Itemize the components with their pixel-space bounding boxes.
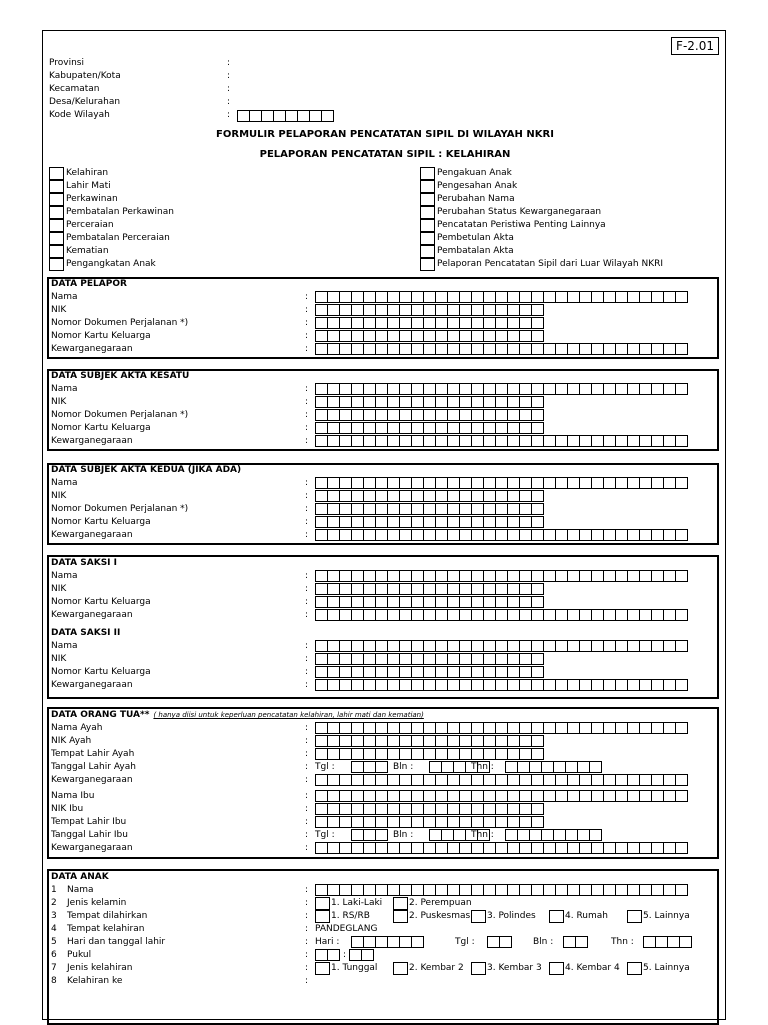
field-colon: :: [305, 804, 309, 814]
field-input-grid[interactable]: [315, 330, 543, 342]
char-box[interactable]: [675, 842, 688, 854]
field-colon: :: [305, 843, 309, 853]
event-checkbox[interactable]: [49, 193, 64, 206]
jk-checkbox[interactable]: [315, 897, 330, 910]
field-label: Nama Ayah: [51, 723, 103, 733]
event-checkbox[interactable]: [49, 167, 64, 180]
row-number: 3: [51, 911, 57, 921]
section-note: ( hanya diisi untuk keperluan pencatatan kelahiran, lahir mati dan kematian): [153, 711, 424, 719]
field-input-grid[interactable]: [315, 842, 687, 854]
header-colon: :: [227, 84, 231, 94]
event-label: Perubahan Status Kewarganegaraan: [437, 207, 602, 217]
field-colon: :: [305, 736, 309, 746]
tempat-checkbox[interactable]: [315, 910, 330, 923]
field-label: Nomor Kartu Keluarga: [51, 667, 151, 677]
field-label: Jenis kelahiran: [67, 963, 133, 973]
field-label: Pukul: [67, 950, 92, 960]
char-box[interactable]: [675, 640, 688, 652]
field-label: Kelahiran ke: [67, 976, 123, 986]
jenis-checkbox[interactable]: [393, 962, 408, 975]
event-checkbox[interactable]: [420, 167, 435, 180]
event-checkbox[interactable]: [420, 206, 435, 219]
char-box[interactable]: [531, 396, 544, 408]
jenis-option: 5. Lainnya: [643, 963, 690, 973]
field-input-grid[interactable]: [315, 291, 687, 303]
field-input-grid[interactable]: [315, 735, 543, 747]
field-colon: :: [305, 937, 309, 947]
field-colon: :: [305, 950, 309, 960]
field-colon: :: [305, 517, 309, 527]
section-pelapor: [47, 277, 719, 359]
char-box[interactable]: [675, 679, 688, 691]
char-box[interactable]: [675, 291, 688, 303]
field-label: Nomor Dokumen Perjalanan *): [51, 318, 189, 328]
field-colon: :: [305, 292, 309, 302]
char-box[interactable]: [531, 490, 544, 502]
field-input-grid[interactable]: [315, 609, 687, 621]
row-number: 8: [51, 976, 57, 986]
field-label: Nomor Kartu Keluarga: [51, 517, 151, 527]
tempat-checkbox[interactable]: [549, 910, 564, 923]
field-label: Tempat Lahir Ayah: [51, 749, 135, 759]
field-label: Nomor Dokumen Perjalanan *): [51, 410, 189, 420]
section-orang-tua: [47, 707, 719, 859]
event-checkbox[interactable]: [420, 232, 435, 245]
char-box[interactable]: [531, 422, 544, 434]
field-colon: :: [305, 749, 309, 759]
field-colon: :: [305, 305, 309, 315]
event-label: Perkawinan: [66, 194, 118, 204]
field-input-grid[interactable]: [315, 435, 687, 447]
header-colon: :: [227, 110, 231, 120]
field-label: Nama: [51, 292, 78, 302]
char-box[interactable]: [675, 529, 688, 541]
event-checkbox[interactable]: [49, 219, 64, 232]
char-box[interactable]: [327, 949, 340, 961]
jenis-option: 3. Kembar 3: [487, 963, 542, 973]
field-input-grid[interactable]: [315, 343, 687, 355]
field-colon: :: [305, 924, 309, 934]
field-colon: :: [305, 344, 309, 354]
char-box[interactable]: [531, 317, 544, 329]
field-input-grid[interactable]: [315, 722, 687, 734]
char-box[interactable]: [675, 570, 688, 582]
event-label: Pencatatan Peristiwa Penting Lainnya: [437, 220, 606, 230]
pukul-colon: :: [343, 950, 347, 960]
header-label: Kode Wilayah: [49, 110, 110, 120]
field-label: Nomor Kartu Keluarga: [51, 331, 151, 341]
event-label: Lahir Mati: [66, 181, 111, 191]
jam-grid[interactable]: [315, 949, 339, 961]
char-box[interactable]: [531, 583, 544, 595]
header-label: Kecamatan: [49, 84, 100, 94]
event-label: Pengesahan Anak: [437, 181, 518, 191]
tempat-option: 3. Polindes: [487, 911, 536, 921]
row-number: 6: [51, 950, 57, 960]
nama-anak-grid[interactable]: [315, 884, 687, 896]
event-label: Pengakuan Anak: [437, 168, 512, 178]
event-checkbox[interactable]: [49, 180, 64, 193]
field-colon: :: [305, 423, 309, 433]
jk-option: 2. Perempuan: [409, 898, 472, 908]
char-box[interactable]: [531, 748, 544, 760]
row-number: 5: [51, 937, 57, 947]
field-label: Kewarganegaraan: [51, 775, 133, 785]
section-title: DATA PELAPOR: [51, 279, 127, 289]
field-input-grid[interactable]: [315, 383, 687, 395]
event-label: Kelahiran: [66, 168, 109, 178]
char-box[interactable]: [531, 816, 544, 828]
field-colon: :: [305, 723, 309, 733]
field-colon: :: [305, 478, 309, 488]
field-colon: :: [305, 571, 309, 581]
field-colon: :: [305, 976, 309, 986]
tempat-option: 5. Lainnya: [643, 911, 690, 921]
section-title: DATA SUBJEK AKTA KEDUA (JIKA ADA): [51, 465, 242, 475]
section-title-text: DATA ORANG TUA**: [51, 710, 150, 720]
field-label: Nama: [51, 478, 78, 488]
field-colon: :: [305, 791, 309, 801]
field-label: Kewarganegaraan: [51, 344, 133, 354]
field-input-grid[interactable]: [315, 653, 543, 665]
char-box[interactable]: [531, 304, 544, 316]
field-colon: :: [305, 610, 309, 620]
field-input-grid[interactable]: [315, 304, 543, 316]
char-box[interactable]: [675, 774, 688, 786]
field-colon: :: [305, 331, 309, 341]
field-label: Tempat kelahiran: [67, 924, 145, 934]
field-colon: :: [305, 830, 309, 840]
field-label: Tanggal Lahir Ibu: [51, 830, 128, 840]
char-box[interactable]: [589, 761, 602, 773]
tempat-option: 2. Puskesmas: [409, 911, 471, 921]
field-input-grid[interactable]: [315, 516, 543, 528]
field-colon: :: [305, 654, 309, 664]
jenis-option: 2. Kembar 2: [409, 963, 464, 973]
tempat-checkbox[interactable]: [393, 910, 408, 923]
event-label: Pembatalan Perceraian: [66, 233, 170, 243]
field-colon: :: [305, 318, 309, 328]
header-label: Desa/Kelurahan: [49, 97, 121, 107]
field-label: NIK: [51, 397, 67, 407]
field-colon: :: [305, 597, 309, 607]
field-label: NIK Ayah: [51, 736, 92, 746]
char-box[interactable]: [531, 330, 544, 342]
tgl-label: Tgl :: [315, 830, 335, 840]
tgl-grid[interactable]: [351, 829, 387, 841]
thn-grid[interactable]: [505, 829, 601, 841]
bln-label: Bln :: [393, 830, 414, 840]
tempat-kelahiran-value: PANDEGLANG: [315, 924, 378, 934]
field-colon: :: [305, 504, 309, 514]
field-colon: :: [305, 397, 309, 407]
event-label: Pengangkatan Anak: [66, 259, 156, 269]
field-label: Kewarganegaraan: [51, 436, 133, 446]
char-box[interactable]: [375, 761, 388, 773]
field-input-grid[interactable]: [315, 816, 543, 828]
field-label: Tempat dilahirkan: [67, 911, 148, 921]
tgl-grid[interactable]: [487, 936, 511, 948]
tgl-grid[interactable]: [351, 761, 387, 773]
event-label: Pelaporan Pencatatan Sipil dari Luar Wilayah NKRI: [437, 259, 664, 269]
field-colon: :: [305, 584, 309, 594]
field-label: NIK: [51, 491, 67, 501]
char-box[interactable]: [675, 722, 688, 734]
section-title: [51, 710, 424, 721]
field-colon: :: [305, 885, 309, 895]
field-input-grid[interactable]: [315, 503, 543, 515]
tgl-label: Tgl :: [455, 937, 475, 947]
form-title: FORMULIR PELAPORAN PENCATATAN SIPIL DI WILAYAH NKRI: [216, 129, 554, 140]
field-label: Nama Ibu: [51, 791, 95, 801]
char-box[interactable]: [531, 516, 544, 528]
char-box[interactable]: [361, 949, 374, 961]
field-input-grid[interactable]: [315, 317, 543, 329]
field-label: Nama: [51, 384, 78, 394]
field-colon: :: [305, 775, 309, 785]
bln-grid[interactable]: [563, 936, 587, 948]
field-input-grid[interactable]: [315, 640, 687, 652]
field-label: Nomor Kartu Keluarga: [51, 597, 151, 607]
field-label: Nama: [51, 641, 78, 651]
header-label: Provinsi: [49, 58, 84, 68]
field-label: Kewarganegaraan: [51, 843, 133, 853]
char-box[interactable]: [675, 435, 688, 447]
char-box[interactable]: [531, 735, 544, 747]
field-colon: :: [305, 530, 309, 540]
char-box[interactable]: [411, 936, 424, 948]
field-input-grid[interactable]: [315, 409, 543, 421]
field-colon: :: [305, 911, 309, 921]
jk-option: 1. Laki-Laki: [331, 898, 383, 908]
char-box[interactable]: [675, 884, 688, 896]
field-colon: :: [305, 384, 309, 394]
thn-label: Thn :: [611, 937, 634, 947]
field-colon: :: [305, 410, 309, 420]
row-number: 7: [51, 963, 57, 973]
char-box[interactable]: [679, 936, 692, 948]
header-colon: :: [227, 71, 231, 81]
char-box[interactable]: [531, 503, 544, 515]
event-checkbox[interactable]: [420, 245, 435, 258]
field-input-grid[interactable]: [315, 529, 687, 541]
field-label: Nomor Kartu Keluarga: [51, 423, 151, 433]
char-box[interactable]: [675, 343, 688, 355]
jenis-checkbox[interactable]: [315, 962, 330, 975]
event-checkbox[interactable]: [49, 232, 64, 245]
field-input-grid[interactable]: [315, 803, 543, 815]
field-input-grid[interactable]: [315, 679, 687, 691]
jenis-option: 1. Tunggal: [331, 963, 378, 973]
hari-label: Hari :: [315, 937, 340, 947]
row-number: 2: [51, 898, 57, 908]
event-checkbox[interactable]: [49, 258, 64, 271]
field-label: NIK Ibu: [51, 804, 84, 814]
field-label: Kewarganegaraan: [51, 680, 133, 690]
field-input-grid[interactable]: [315, 774, 687, 786]
field-input-grid[interactable]: [315, 490, 543, 502]
field-label: Nomor Dokumen Perjalanan *): [51, 504, 189, 514]
event-label: Pembatalan Akta: [437, 246, 514, 256]
char-box[interactable]: [499, 936, 512, 948]
field-input-grid[interactable]: [315, 596, 543, 608]
event-checkbox[interactable]: [49, 206, 64, 219]
form-page: [42, 30, 726, 1020]
field-label: Nama: [67, 885, 94, 895]
hari-grid[interactable]: [351, 936, 423, 948]
event-label: Perceraian: [66, 220, 114, 230]
header-label: Kabupaten/Kota: [49, 71, 121, 81]
field-label: Kewarganegaraan: [51, 610, 133, 620]
field-input-grid[interactable]: [315, 748, 543, 760]
section-subjek2: [47, 463, 719, 545]
char-box[interactable]: [675, 477, 688, 489]
section-subjek1: [47, 369, 719, 451]
event-label: Perubahan Nama: [437, 194, 515, 204]
char-box[interactable]: [321, 110, 334, 122]
event-label: Pembetulan Akta: [437, 233, 514, 243]
field-label: Kewarganegaraan: [51, 530, 133, 540]
field-colon: :: [305, 963, 309, 973]
bln-label: Bln :: [533, 937, 554, 947]
field-input-grid[interactable]: [315, 396, 543, 408]
header-colon: :: [227, 58, 231, 68]
field-colon: :: [305, 680, 309, 690]
field-colon: :: [305, 667, 309, 677]
char-box[interactable]: [675, 383, 688, 395]
jenis-checkbox[interactable]: [549, 962, 564, 975]
event-label: Kematian: [66, 246, 109, 256]
field-colon: :: [305, 641, 309, 651]
field-colon: :: [305, 436, 309, 446]
tempat-option: 1. RS/RB: [331, 911, 370, 921]
section-title: DATA SAKSI II: [51, 628, 121, 638]
jenis-option: 4. Kembar 4: [565, 963, 620, 973]
char-box[interactable]: [675, 790, 688, 802]
char-box[interactable]: [575, 936, 588, 948]
header-colon: :: [227, 97, 231, 107]
kode-wilayah-grid[interactable]: [237, 110, 333, 122]
jenis-checkbox[interactable]: [471, 962, 486, 975]
jenis-checkbox[interactable]: [627, 962, 642, 975]
section-title: DATA ANAK: [51, 872, 109, 882]
field-input-grid[interactable]: [315, 790, 687, 802]
field-colon: :: [305, 762, 309, 772]
event-checkbox[interactable]: [420, 258, 435, 271]
thn-grid[interactable]: [643, 936, 691, 948]
char-box[interactable]: [375, 829, 388, 841]
thn-label: Thn :: [471, 830, 494, 840]
field-label: Tempat Lahir Ibu: [51, 817, 127, 827]
field-label: NIK: [51, 584, 67, 594]
section-saksi: [47, 555, 719, 699]
section-title: DATA SUBJEK AKTA KESATU: [51, 371, 190, 381]
char-box[interactable]: [675, 609, 688, 621]
field-input-grid[interactable]: [315, 477, 687, 489]
menit-grid[interactable]: [349, 949, 373, 961]
char-box[interactable]: [531, 596, 544, 608]
field-input-grid[interactable]: [315, 570, 687, 582]
field-input-grid[interactable]: [315, 422, 543, 434]
section-title: DATA SAKSI I: [51, 558, 118, 568]
field-label: NIK: [51, 654, 67, 664]
field-colon: :: [305, 491, 309, 501]
row-number: 4: [51, 924, 57, 934]
row-number: 1: [51, 885, 57, 895]
form-subtitle: PELAPORAN PENCATATAN SIPIL : KELAHIRAN: [259, 149, 511, 160]
event-checkbox[interactable]: [420, 193, 435, 206]
thn-label: Thn :: [471, 762, 494, 772]
thn-grid[interactable]: [505, 761, 601, 773]
event-checkbox[interactable]: [420, 180, 435, 193]
tempat-option: 4. Rumah: [565, 911, 608, 921]
event-checkbox[interactable]: [420, 219, 435, 232]
field-colon: :: [305, 817, 309, 827]
tgl-label: Tgl :: [315, 762, 335, 772]
form-code: F-2.01: [671, 37, 719, 55]
char-box[interactable]: [589, 829, 602, 841]
char-box[interactable]: [531, 803, 544, 815]
char-box[interactable]: [531, 666, 544, 678]
field-input-grid[interactable]: [315, 666, 543, 678]
field-label: Hari dan tanggal lahir: [67, 937, 166, 947]
field-colon: :: [305, 898, 309, 908]
event-label: Pembatalan Perkawinan: [66, 207, 174, 217]
field-label: Jenis kelamin: [67, 898, 127, 908]
field-input-grid[interactable]: [315, 583, 543, 595]
jk-checkbox[interactable]: [393, 897, 408, 910]
char-box[interactable]: [531, 409, 544, 421]
event-checkbox[interactable]: [49, 245, 64, 258]
section-anak: [47, 869, 719, 1025]
tempat-checkbox[interactable]: [627, 910, 642, 923]
tempat-checkbox[interactable]: [471, 910, 486, 923]
field-label: Nama: [51, 571, 78, 581]
field-label: Tanggal Lahir Ayah: [51, 762, 136, 772]
field-label: NIK: [51, 305, 67, 315]
char-box[interactable]: [531, 653, 544, 665]
bln-label: Bln :: [393, 762, 414, 772]
